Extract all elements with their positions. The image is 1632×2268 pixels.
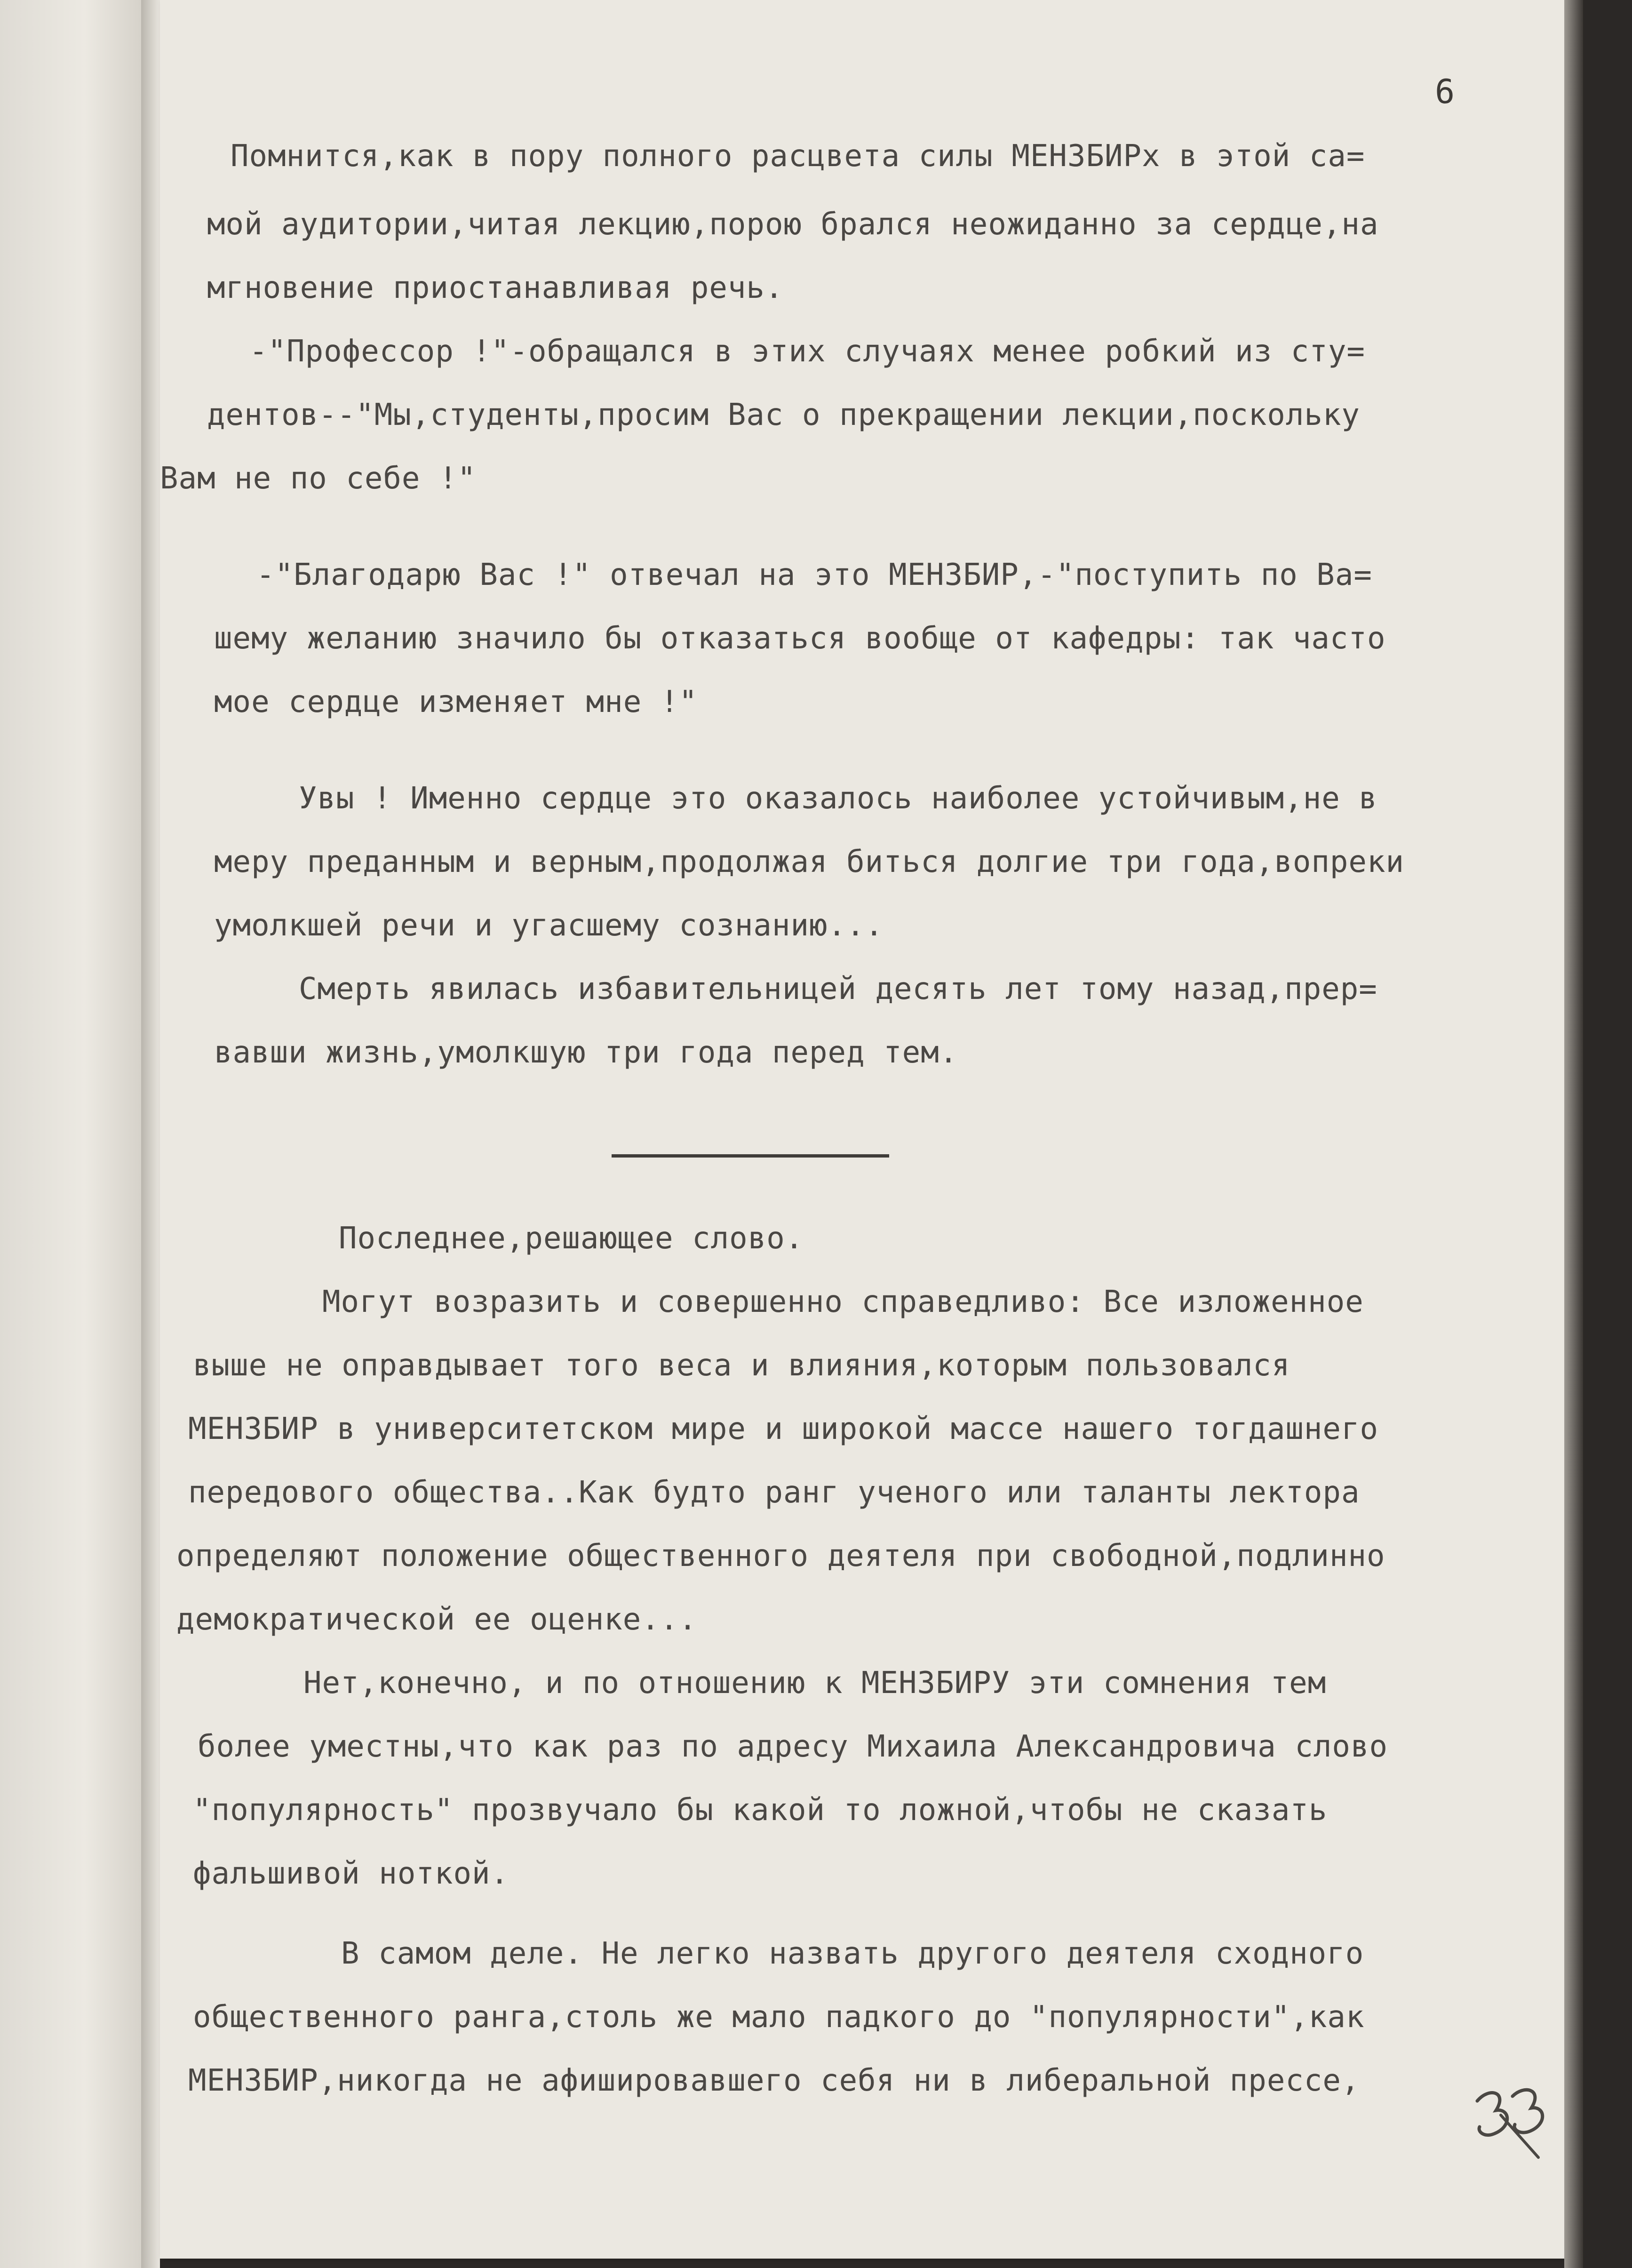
- text-line: Помнится,как в пору полного расцвета силы МЕНЗБИРх в этой са=: [231, 139, 1365, 174]
- text-line: Вам не по себе !": [160, 461, 477, 496]
- text-line: дентов--"Мы,студенты,просим Вас о прекращении лекции,поскольку: [207, 398, 1360, 432]
- section-divider-line: [612, 1154, 889, 1158]
- section-heading: Последнее,решающее слово.: [339, 1221, 804, 1256]
- text-line: Могут возразить и совершенно справедливо: Все изложенное: [322, 1285, 1364, 1319]
- text-line: вавши жизнь,умолкшую три года перед тем.: [214, 1035, 958, 1070]
- text-line: -"Профессор !"-обращался в этих случаях менее робкий из сту=: [249, 334, 1365, 369]
- text-line: Смерть явилась избавительницей десять лет тому назад,прер=: [299, 972, 1377, 1006]
- text-line: демократической ее оценке...: [176, 1602, 697, 1637]
- text-line: меру преданным и верным,продолжая биться долгие три года,вопреки: [214, 845, 1404, 879]
- text-line: умолкшей речи и угасшему сознанию...: [214, 908, 884, 943]
- typed-page: [160, 0, 1564, 2259]
- text-line: фальшивой ноткой.: [193, 1856, 510, 1891]
- adjacent-page-strip: [0, 0, 141, 2268]
- page-number: 6: [1435, 72, 1456, 111]
- handwritten-folio-number: [1468, 2082, 1562, 2176]
- text-line: "популярность" прозвучало бы какой то ложной,чтобы не сказать: [193, 1793, 1328, 1828]
- text-line: В самом деле. Не легко назвать другого деятеля сходного: [341, 1936, 1364, 1971]
- text-line: определяют положение общественного деятеля при свободной,подлинно: [176, 1539, 1385, 1573]
- text-line: выше не оправдывает того веса и влияния,которым пользовался: [193, 1348, 1290, 1383]
- text-line: мой аудитории,читая лекцию,порою брался неожиданно за сердце,на: [207, 207, 1379, 242]
- page-gutter-shadow: [141, 0, 160, 2268]
- text-line: -"Благодарю Вас !" отвечал на это МЕНЗБИР,-"поступить по Ва=: [256, 558, 1372, 592]
- text-line: общественного ранга,столь же мало падкого до "популярности",как: [193, 2000, 1365, 2035]
- text-line: передового общества..Как будто ранг ученого или таланты лектора: [188, 1475, 1360, 1510]
- text-line: мое сердце изменяет мне !": [214, 685, 698, 719]
- text-line: более уместны,что как раз по адресу Михаила Александровича слово: [198, 1729, 1388, 1764]
- text-line: мгновение приостанавливая речь.: [207, 271, 784, 305]
- text-line: шему желанию значило бы отказаться вообще от кафедры: так часто: [214, 621, 1386, 656]
- text-line: МЕНЗБИР,никогда не афишировавшего себя ни в либеральной прессе,: [188, 2063, 1360, 2098]
- text-line: Нет,конечно, и по отношению к МЕНЗБИРУ эти сомнения тем: [303, 1666, 1327, 1701]
- text-line: МЕНЗБИР в университетском мире и широкой массе нашего тогдашнего: [188, 1412, 1378, 1446]
- page-right-edge: [1564, 0, 1583, 2268]
- text-line: Увы ! Именно сердце это оказалось наиболее устойчивым,не в: [299, 781, 1377, 816]
